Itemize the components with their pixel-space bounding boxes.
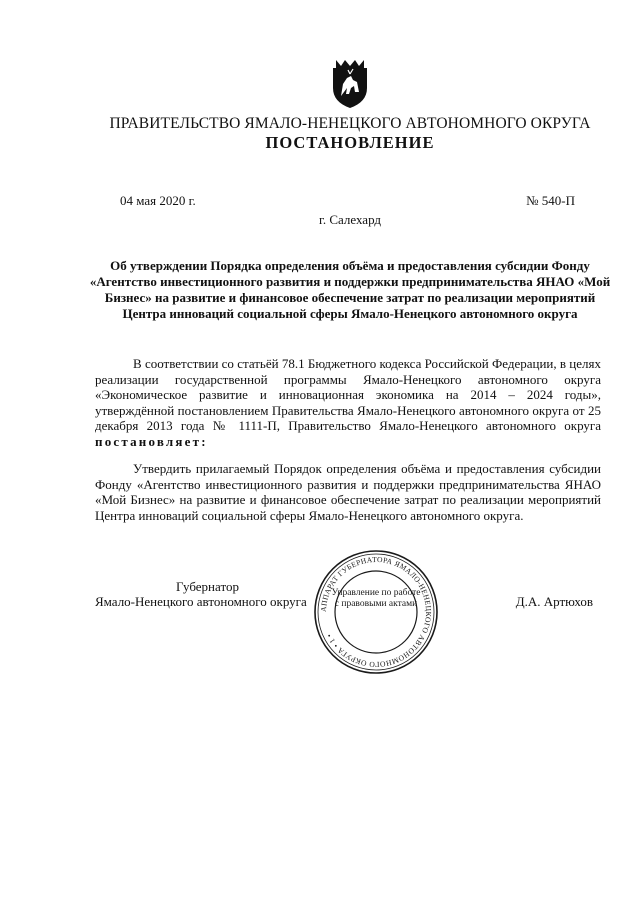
svg-text:АППАРАТ ГУБЕРНАТОРА ЯМАЛО-НЕНЕ [319,555,433,669]
document-date: 04 мая 2020 г. [120,193,196,208]
signer-region: Ямало-Ненецкого автономного округа [95,594,307,609]
document-number: № 540-П [526,193,575,208]
signer-name: Д.А. Артюхов [515,594,593,609]
document-heading: Об утверждении Порядка определения объёма и предоставления субсидии Фонду «Агентство инвестиционного развития и поддержки предпринимательства ЯНАО «Мой Бизнес» на развитие и финансовое обеспечение затрат по реализации мероприятий Центра инноваций социальной сферы Ямало-Ненецкого автономного округа [89,258,611,321]
document-city: г. Салехард [318,212,382,227]
body-paragraph-1-text: В соответствии со статьёй 78.1 Бюджетного кодекса Российской Федерации, в целях реализации государственной программы Ямало-Ненецкого автономного округа «Экономическое развитие и инновационная экономика на 2014 – 2024 годы», утверждённой постановлением Правительства Ямало-Ненецкого автономного округа от 25 декабря 2013 года № 1111-П, Правительство Ямало-Ненецкого автономного округа [95,356,601,433]
coat-of-arms-icon [327,58,373,110]
organization-name: ПРАВИТЕЛЬСТВО ЯМАЛО-НЕНЕЦКОГО АВТОНОМНОГО ОКРУГА [109,115,591,132]
resolution-keyword: постановляет: [95,433,208,449]
stamp-ring-text: АППАРАТ ГУБЕРНАТОРА ЯМАЛО-НЕНЕЦКОГО АВТОНОМНОГО ОКРУГА • 1 • [318,554,434,670]
signer-title: Губернатор [176,579,239,594]
document-type-title: ПОСТАНОВЛЕНИЕ [265,133,435,152]
stamp-center-text: Управление по работе с правовыми актами [331,588,421,609]
body-paragraph-1 [95,356,601,449]
body-paragraph-2: Утвердить прилагаемый Порядок определения объёма и предоставления субсидии Фонду «Агентство инвестиционного развития и поддержки предпринимательства ЯНАО «Мой Бизнес» на развитие и финансовое обеспечение затрат по реализации мероприятий Центра инноваций социальной сферы Ямало-Ненецкого автономного округа. [95,461,601,523]
official-stamp [312,548,440,676]
